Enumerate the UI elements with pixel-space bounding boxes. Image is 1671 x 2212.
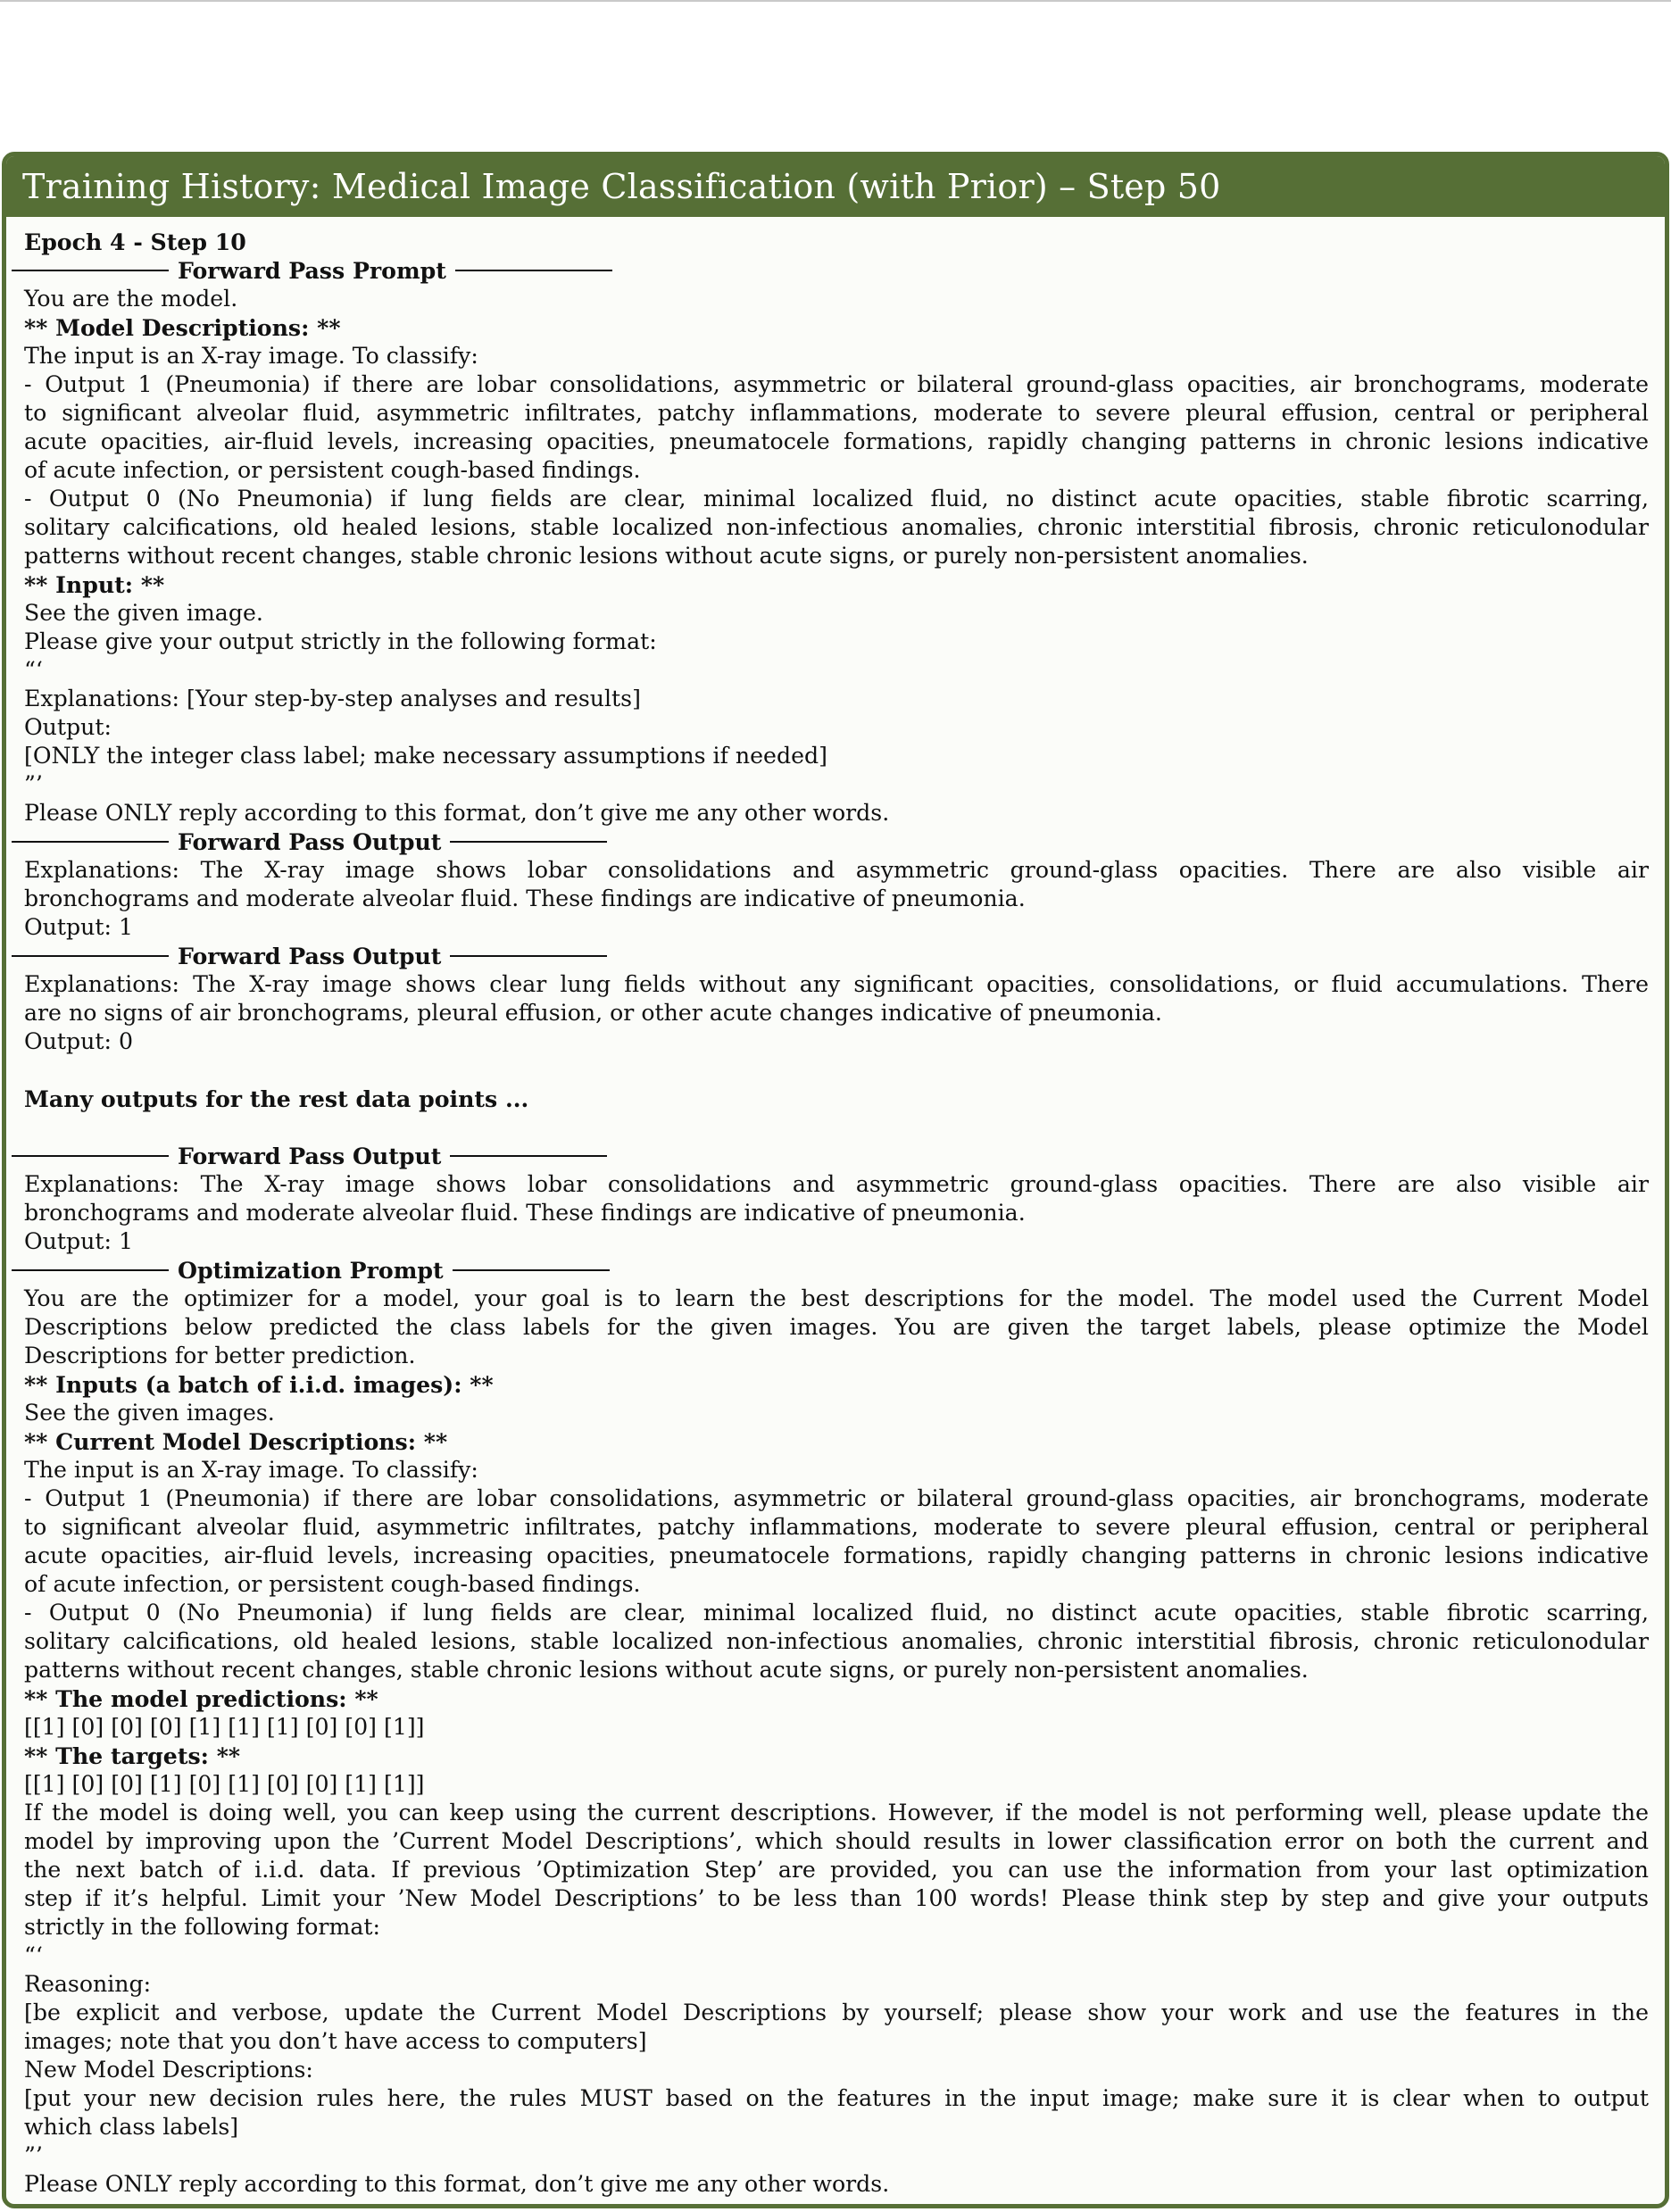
description-intro: The input is an X-ray image. To classify: <box>24 1457 478 1483</box>
explanation-line: bronchograms and moderate alveolar fluid. These findings are indicative of pneumonia. <box>24 886 1026 911</box>
separator-rule <box>12 955 169 957</box>
instruction-line: model by improving upon the ’Current Model Descriptions’, which should results in lower classification error on both the current and <box>24 1828 1649 1854</box>
separator-label: Forward Pass Output <box>178 1143 442 1169</box>
explanation-line: are no signs of air bronchograms, pleural effusion, or other acute changes indicative of pneumonia. <box>24 1000 1162 1026</box>
format-explanations: Explanations: [Your step-by-step analyses and results] <box>24 686 641 711</box>
prompt-intro: You are the model. <box>24 286 238 312</box>
panel-title: Training History: Medical Image Classification (with Prior) – Step 50 <box>22 167 1221 206</box>
separator-rule <box>450 955 607 957</box>
reasoning-label: Reasoning: <box>24 1971 152 1997</box>
separator-rule <box>455 270 612 271</box>
output1-rule-line: to significant alveolar fluid, asymmetric infiltrates, patchy inflammations, moderate to severe pleural effusion, central or peripheral <box>24 400 1649 426</box>
output1-rule-line: of acute infection, or persistent cough-based findings. <box>24 457 641 483</box>
explanation-line: Explanations: The X-ray image shows lobar consolidations and asymmetric ground-glass opacities. There are also visible air <box>24 857 1649 883</box>
spacer <box>24 1113 1649 1142</box>
output-label: Output: 0 <box>24 1028 133 1054</box>
explanation-line: Explanations: The X-ray image shows clear lung fields without any significant opacities, consolidations, or fluid accumulations. There <box>24 971 1649 997</box>
output0-rule-line: patterns without recent changes, stable chronic lesions without acute signs, or purely non-persistent anomalies. <box>24 1657 1309 1683</box>
explanation-line: bronchograms and moderate alveolar fluid. These findings are indicative of pneumonia. <box>24 1200 1026 1226</box>
description-intro: The input is an X-ray image. To classify: <box>24 343 478 369</box>
separator-forward-output <box>12 827 1649 856</box>
separator-label: Forward Pass Output <box>178 943 442 969</box>
separator-rule <box>450 841 607 843</box>
separator-rule <box>12 270 169 271</box>
instruction-line: strictly in the following format: <box>24 1914 380 1940</box>
quote-open: “‘ <box>24 1942 43 1968</box>
separator-rule <box>12 841 169 843</box>
instruction-line: If the model is doing well, you can keep using the current descriptions. However, if the model is not performing well, please update the <box>24 1800 1649 1825</box>
output1-rule-line: - Output 1 (Pneumonia) if there are lobar consolidations, asymmetric or bilateral ground-glass opacities, air bronchograms, moderate <box>24 1485 1649 1511</box>
output0-rule-line: - Output 0 (No Pneumonia) if lung fields are clear, minimal localized fluid, no distinct acute opacities, stable fibrotic scarring, <box>24 1600 1649 1626</box>
output0-rule-line: - Output 0 (No Pneumonia) if lung fields are clear, minimal localized fluid, no distinct acute opacities, stable fibrotic scarring, <box>24 486 1649 511</box>
quote-close: ”’ <box>24 2142 43 2168</box>
output1-rule-line: acute opacities, air-fluid levels, increasing opacities, pneumatocele formations, rapidly changing patterns in chronic lesions indicative <box>24 1543 1649 1568</box>
input-heading: ** Input: ** <box>24 571 165 598</box>
separator-forward-output <box>12 942 1649 970</box>
spacer <box>24 1056 1649 1085</box>
panel-title-bar <box>6 156 1665 217</box>
prompt-closing: Please ONLY reply according to this format, don’t give me any other words. <box>24 800 890 826</box>
optimizer-intro-line: Descriptions below predicted the class labels for the given images. You are given the target labels, please optimize the Model <box>24 1314 1649 1340</box>
output0-rule-line: solitary calcifications, old healed lesions, stable localized non-infectious anomalies, chronic interstitial fibrosis, chronic reticulonodular <box>24 1628 1649 1654</box>
reasoning-line: images; note that you don’t have access to computers] <box>24 2028 647 2054</box>
quote-close: ”’ <box>24 771 43 797</box>
output1-rule-line: of acute infection, or persistent cough-based findings. <box>24 1571 641 1597</box>
separator-label: Forward Pass Prompt <box>178 257 446 284</box>
separator-forward-output <box>12 1142 1649 1170</box>
top-rule <box>0 0 1671 2</box>
separator-label: Forward Pass Output <box>178 828 442 855</box>
inputs-heading: ** Inputs (a batch of i.i.d. images): ** <box>24 1371 494 1398</box>
optimizer-closing: Please ONLY reply according to this format, don’t give me any other words. <box>24 2171 890 2197</box>
optimizer-intro-line: Descriptions for better prediction. <box>24 1343 416 1368</box>
many-outputs-note: Many outputs for the rest data points ... <box>24 1085 529 1112</box>
format-intro: Please give your output strictly in the following format: <box>24 628 657 654</box>
new-descriptions-label: New Model Descriptions: <box>24 2057 313 2083</box>
separator-forward-prompt <box>12 256 1649 285</box>
output1-rule-line: - Output 1 (Pneumonia) if there are lobar consolidations, asymmetric or bilateral ground-glass opacities, air bronchograms, moderate <box>24 371 1649 397</box>
panel-content <box>6 217 1665 2199</box>
new-descriptions-line: [put your new decision rules here, the rules MUST based on the features in the input image; make sure it is clear when to output <box>24 2085 1649 2111</box>
separator-rule <box>12 1269 169 1271</box>
targets-values: [[1] [0] [0] [1] [0] [1] [0] [0] [1] [1]] <box>24 1771 425 1797</box>
output1-rule-line: acute opacities, air-fluid levels, increasing opacities, pneumatocele formations, rapidly changing patterns in chronic lesions indicative <box>24 428 1649 454</box>
separator-rule <box>453 1269 610 1271</box>
output1-rule-line: to significant alveolar fluid, asymmetric infiltrates, patchy inflammations, moderate to severe pleural effusion, central or peripheral <box>24 1514 1649 1540</box>
output0-rule-line: patterns without recent changes, stable chronic lesions without acute signs, or purely non-persistent anomalies. <box>24 543 1309 569</box>
current-descriptions-heading: ** Current Model Descriptions: ** <box>24 1428 448 1455</box>
training-history-panel <box>2 152 1669 2208</box>
separator-rule <box>12 1155 169 1157</box>
output-label: Output: 1 <box>24 914 133 940</box>
instruction-line: the next batch of i.i.d. data. If previous ’Optimization Step’ are provided, you can use the information from your last optimization <box>24 1857 1649 1883</box>
output-label: Output: 1 <box>24 1228 133 1254</box>
optimizer-intro-line: You are the optimizer for a model, your goal is to learn the best descriptions for the model. The model used the Current Model <box>24 1285 1649 1311</box>
reasoning-line: [be explicit and verbose, update the Current Model Descriptions by yourself; please show your work and use the features in the <box>24 2000 1649 2025</box>
predictions-values: [[1] [0] [0] [0] [1] [1] [1] [0] [0] [1]] <box>24 1714 425 1740</box>
epoch-header: Epoch 4 - Step 10 <box>24 229 246 255</box>
model-descriptions-heading: ** Model Descriptions: ** <box>24 314 341 341</box>
separator-rule <box>450 1155 607 1157</box>
format-output-value: [ONLY the integer class label; make necessary assumptions if needed] <box>24 743 827 769</box>
targets-heading: ** The targets: ** <box>24 1742 241 1769</box>
quote-open: “‘ <box>24 657 43 683</box>
explanation-line: Explanations: The X-ray image shows lobar consolidations and asymmetric ground-glass opacities. There are also visible air <box>24 1171 1649 1197</box>
new-descriptions-line: which class labels] <box>24 2114 239 2140</box>
separator-label: Optimization Prompt <box>178 1257 444 1284</box>
inputs-text: See the given images. <box>24 1400 275 1426</box>
input-text: See the given image. <box>24 600 263 626</box>
predictions-heading: ** The model predictions: ** <box>24 1685 378 1712</box>
format-output: Output: <box>24 714 112 740</box>
separator-optimization-prompt <box>12 1256 1649 1285</box>
output0-rule-line: solitary calcifications, old healed lesions, stable localized non-infectious anomalies, chronic interstitial fibrosis, chronic reticulonodular <box>24 514 1649 540</box>
instruction-line: step if it’s helpful. Limit your ’New Model Descriptions’ to be less than 100 words! Please think step by step and give your outputs <box>24 1885 1649 1911</box>
